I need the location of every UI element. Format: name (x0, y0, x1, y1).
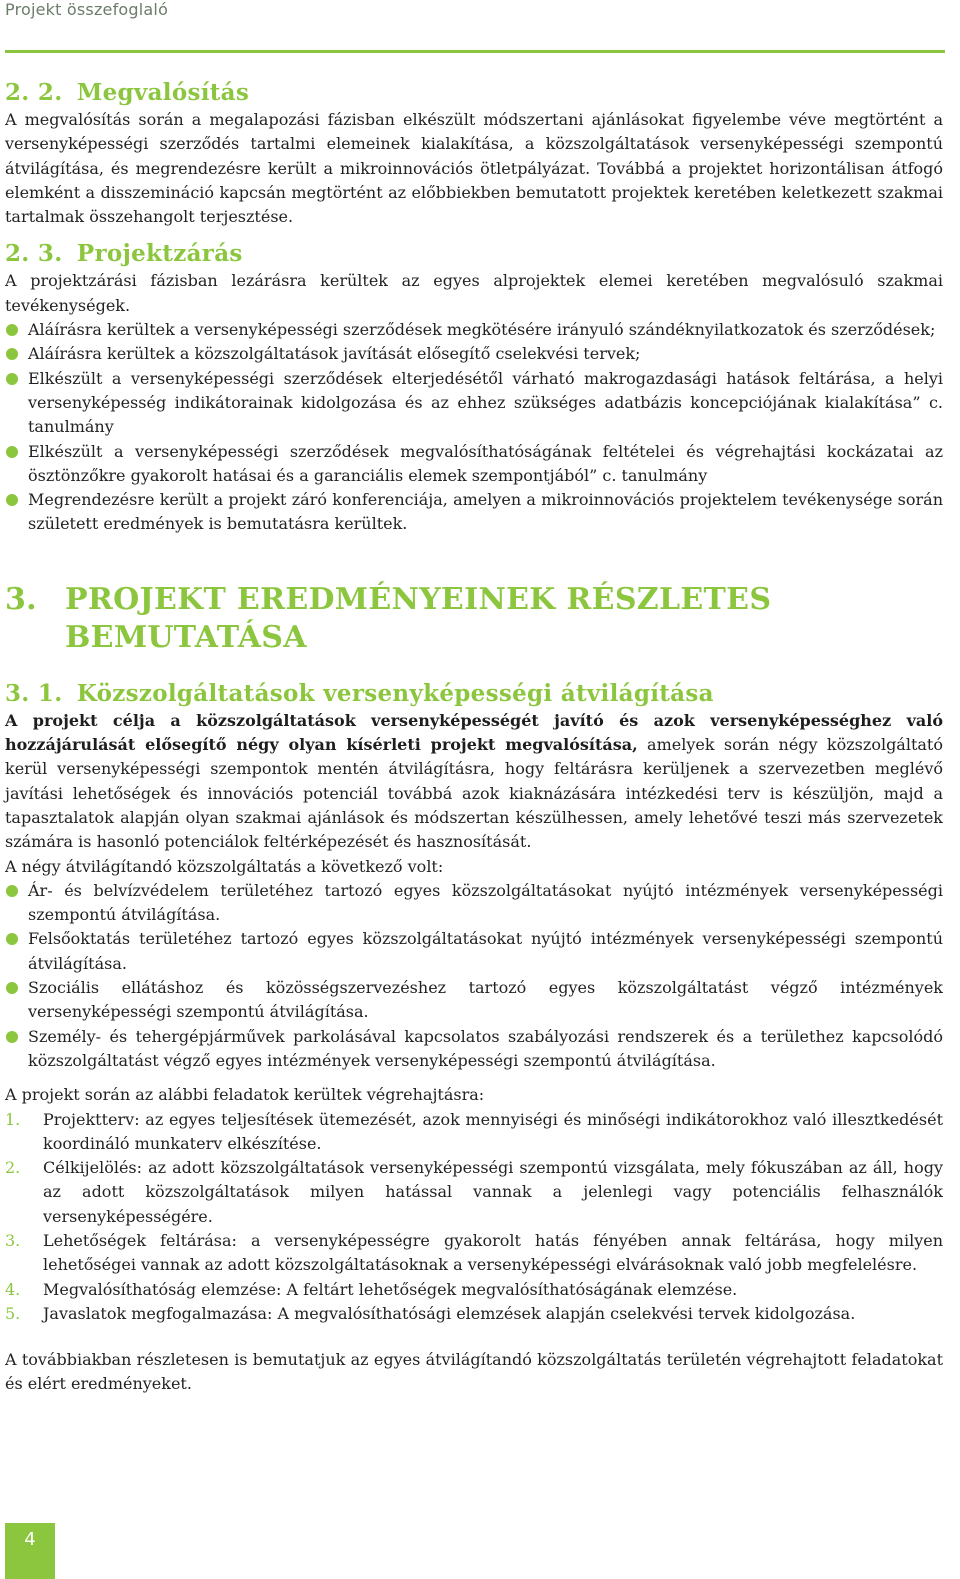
chapter-number: 3. (5, 581, 37, 617)
list-text: Projektterv: az egyes teljesítések ütemezését, azok mennyiségi és minőségi indikátorokhoz való illesztkedését koordináló munkaterv elkészítése. (43, 1109, 943, 1153)
section-heading-2-3 (5, 239, 943, 269)
list-item (5, 1278, 943, 1302)
services-list-intro: A négy átvilágítandó közszolgáltatás a következő volt: (5, 856, 444, 876)
list-item (5, 1302, 943, 1326)
list-text: Javaslatok megfogalmazása: A megvalósíthatósági elemzések alapján cselekvési tervek kidolgozása. (43, 1303, 856, 1323)
list-item: Felsőoktatás területéhez tartozó egyes közszolgáltatásokat nyújtó intézmények versenyképességi szempontú átvilágítása. (5, 927, 943, 976)
list-text: Megvalósíthatóság elemzése: A feltárt lehetőségek megvalósíthatóságának elemzése. (43, 1279, 738, 1299)
list-number: 5. (5, 1303, 21, 1323)
chapter-title-line-2: BEMUTATÁSA (65, 619, 307, 655)
list-item: Elkészült a versenyképességi szerződések megvalósíthatóságának feltételei és végrehajtási kockázatai az ösztönzőkre gyakorolt hatásai és a garanciális elemek szempontjából” c. tanulmány (5, 440, 943, 489)
section-title: Megvalósítás (76, 79, 250, 106)
section-number: 3. 1. (5, 679, 63, 707)
page-number: 4 (24, 1529, 36, 1550)
tasks-numbered-list (5, 1108, 943, 1327)
list-number: 3. (5, 1230, 21, 1250)
section-number: 2. 3. (5, 240, 63, 268)
list-item (5, 1229, 943, 1278)
section-number: 2. 2. (5, 79, 63, 106)
list-text: Lehetőségek feltárása: a versenyképességre gyakorolt hatás fényében annak feltárása, hogy milyen lehetőségei vannak az adott közszolgáltatásoknak a versenyképességi elvárásoknak való jobb megfelelésre. (43, 1230, 943, 1275)
closure-bullet-list (5, 318, 943, 537)
list-item (5, 1156, 943, 1229)
list-item: Aláírásra kerültek a közszolgáltatások javítását elősegítő cselekvési tervek; (5, 342, 943, 366)
services-bullet-list (5, 879, 943, 1073)
section-3-1-lead (5, 709, 943, 855)
section-heading-3-1 (5, 679, 943, 709)
chapter-title-line-1: PROJEKT EREDMÉNYEINEK RÉSZLETES (65, 581, 772, 617)
section-heading-2-2 (5, 78, 943, 108)
lead-bold-text: A projekt célja a közszolgáltatások versenyképességét javító és azok versenyképességhez való hozzájárulását elősegítő négy olyan kísérleti projekt megvalósítása, (5, 710, 943, 755)
list-text: Célkijelölés: az adott közszolgáltatások versenyképességi szempontú vizsgálata, mely fókuszában az áll, hogy az adott közszolgáltatások milyen hatással vannak a jelenlegi vagy potenciális felhasználók versenyképességére. (43, 1158, 943, 1226)
page-content (5, 78, 943, 1397)
list-item: Elkészült a versenyképességi szerződések elterjedésétől várható makrogazdasági hatások feltárása, a helyi versenyképesség indikátorainak kidolgozása és az ehhez szükséges adatbázis koncepciójának kialakítása” c. tanulmány (5, 367, 943, 440)
list-number: 2. (5, 1158, 21, 1178)
tasks-intro: A projekt során az alábbi feladatok kerültek végrehajtásra: (5, 1085, 485, 1105)
closing-paragraph: A továbbiakban részletesen is bemutatjuk az egyes átvilágítandó közszolgáltatás területén végrehajtott feladatokat és elért eredményeket. (5, 1350, 943, 1394)
chapter-heading-3 (5, 581, 943, 657)
section-title: Projektzárás (76, 240, 243, 268)
list-item: Személy- és tehergépjárművek parkolásával kapcsolatos szabályozási rendszerek és a területhez kapcsolódó közszolgáltatást végző egyes intézmények versenyképességi szempontú átvilágítása. (5, 1025, 943, 1074)
section-2-2-body: A megvalósítás során a megalapozási fázisban elkészült módszertani ajánlásokat figyelembe véve megtörtént a versenyképességi szerződés tartalmi elemeinek kialakítása, a közszolgáltatások versenyképességi szempontú átvilágítása, és megrendezésre került a mikroinnovációs ötletpályázat. Továbbá a projektet horizontálisan átfogó elemként a disszemináció kapcsán megtörtént az előbbiekben bemutatott projektek keretében keletkezett szakmai tartalmak összehangolt terjesztése. (5, 110, 943, 227)
header-rule (5, 50, 945, 53)
list-number: 1. (5, 1109, 21, 1129)
section-2-3-intro: A projektzárási fázisban lezárásra kerültek az egyes alprojektek elemei keretében megvalósuló szakmai tevékenységek. (5, 271, 943, 315)
chapter-title (65, 581, 771, 657)
list-item: Megrendezésre került a projekt záró konferenciája, amelyen a mikroinnovációs projektelem tevékenysége során született eredmények is bemutatásra kerültek. (5, 488, 943, 537)
list-item: Szociális ellátáshoz és közösségszervezéshez tartozó egyes közszolgáltatást végző intézmények versenyképességi szempontú átvilágítása. (5, 976, 943, 1025)
list-item: Aláírásra kerültek a versenyképességi szerződések megkötésére irányuló szándéknyilatkozatok és szerződések; (5, 318, 943, 342)
lead-text: amelyek során négy közszolgáltató kerül versenyképességi szempontok mentén átvilágításra, hogy feltárásra kerüljenek a szervezetben meglévő javítási lehetőségek és innovációs potenciál továbbá azok kiaknázására intézkedési terv is készüljön, majd a tapasztalatok alapján olyan szakmai ajánlások és módszertan készülhessen, amely lehetővé teszi más szervezetek számára is hasonló potenciálok feltérképezését és hasznosítását. (5, 735, 943, 852)
running-header: Projekt összefoglaló (5, 0, 169, 19)
list-item: Ár- és belvízvédelem területéhez tartozó egyes közszolgáltatásokat nyújtó intézmények versenyképességi szempontú átvilágítása. (5, 879, 943, 928)
list-item (5, 1108, 943, 1157)
list-number: 4. (5, 1279, 21, 1299)
section-title: Közszolgáltatások versenyképességi átvilágítása (76, 679, 714, 707)
page-number-box (5, 1523, 55, 1579)
